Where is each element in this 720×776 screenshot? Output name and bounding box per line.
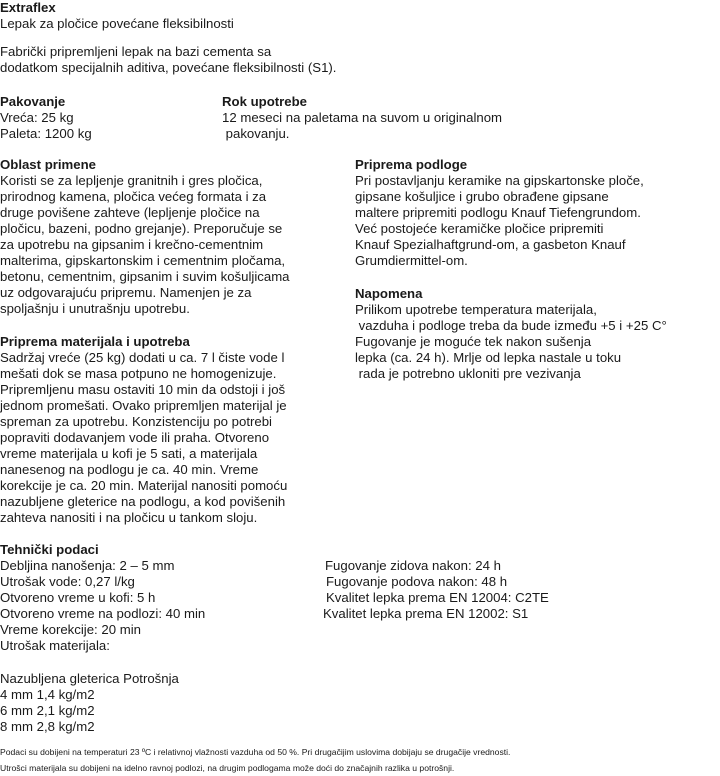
application-area-line: druge povišene zahteve (lepljenje pločice na xyxy=(0,205,260,220)
shelf-life-line: 12 meseci na paletama na suvom u originalnom xyxy=(222,110,503,125)
material-preparation-line: Pripremljenu masu ostaviti 10 min da odstoji i još xyxy=(0,382,286,397)
application-area-line: za upotrebu na gipsanim i krečno-cementnim xyxy=(0,237,264,252)
application-area-line: Koristi se za lepljenje granitnih i gres pločica, xyxy=(0,173,263,188)
material-preparation-title: Priprema materijala i upotreba xyxy=(0,334,190,349)
product-subtitle: Lepak za pločice povećane fleksibilnosti xyxy=(0,16,234,31)
technical-data-line: Debljina nanošenja: 2 – 5 mm xyxy=(0,558,175,573)
substrate-preparation-title: Priprema podloge xyxy=(355,157,468,172)
note-line: lepka (ca. 24 h). Mrlje od lepka nastale u toku xyxy=(355,350,622,365)
substrate-preparation-line: Knauf Spezialhaftgrund-om, a gasbeton Knauf xyxy=(355,237,626,252)
packaging-title: Pakovanje xyxy=(0,94,66,109)
technical-data-line: Vreme korekcije: 20 min xyxy=(0,622,141,637)
application-area-line: malterima, gipskartonskim i cementnim pločama, xyxy=(0,253,286,268)
application-area-title: Oblast primene xyxy=(0,157,97,172)
shelf-life-line: pakovanju. xyxy=(222,126,290,141)
substrate-preparation-line: Već postojeće keramičke pločice pripremiti xyxy=(355,221,604,236)
consumption-header: Nazubljena gleterica Potrošnja xyxy=(0,671,179,686)
intro-line: Fabrički pripremljeni lepak na bazi cementa sa xyxy=(0,44,272,59)
material-preparation-line: spreman za upotrebu. Konzistenciju po potrebi xyxy=(0,414,272,429)
application-area-section xyxy=(0,157,290,317)
material-preparation-line: korekcije je ca. 20 min. Materijal nanositi pomoću xyxy=(0,478,288,493)
note-line: Fugovanje je moguće tek nakon sušenja xyxy=(355,334,592,349)
note-section xyxy=(355,286,667,382)
material-preparation-section xyxy=(0,334,287,526)
technical-data-line: Fugovanje podova nakon: 48 h xyxy=(326,574,508,589)
note-line: Prilikom upotrebe temperatura materijala, xyxy=(355,302,597,317)
material-preparation-line: vreme materijala u kofi je 5 sati, a materijala xyxy=(0,446,258,461)
material-preparation-line: nazubljene gleterice na podlogu, a kod povišenih xyxy=(0,494,286,509)
consumption-row: 6 mm 2,1 kg/m2 xyxy=(0,703,95,718)
note-line: rada je potrebno ukloniti pre vezivanja xyxy=(355,366,581,381)
technical-data-line: Fugovanje zidova nakon: 24 h xyxy=(325,558,501,573)
material-preparation-line: popraviti dodavanjem vode ili praha. Otvoreno xyxy=(0,430,270,445)
consumption-row: 8 mm 2,8 kg/m2 xyxy=(0,719,95,734)
application-area-line: uz odgovarajuću pripremu. Namenjen je za xyxy=(0,285,252,300)
note-line: vazduha i podloge treba da bude između +5 i +25 C° xyxy=(355,318,667,333)
shelf-life-section xyxy=(222,94,502,142)
technical-data-line: Kvalitet lepka prema EN 12002: S1 xyxy=(323,606,529,621)
substrate-preparation-line: gipsane košuljice i grubo obrađene gipsane xyxy=(355,189,609,204)
product-name: Extraflex xyxy=(0,0,56,15)
intro-paragraph xyxy=(0,44,336,76)
technical-data-section xyxy=(0,542,205,654)
technical-data-line: Kvalitet lepka prema EN 12004: C2TE xyxy=(326,590,549,605)
technical-data-line: Utrošak materijala: xyxy=(0,638,110,653)
footnote-line: Podaci su dobijeni na temperaturi 23 ºC i relativnoj vlažnosti vazduha od 50 %. Pri drugačijim uslovima dobijaju se drugačije vrednosti. xyxy=(0,747,511,757)
substrate-preparation-line: maltere pripremiti podlogu Knauf Tiefengrundom. xyxy=(355,205,641,220)
application-area-line: spoljašnju i unutrašnju upotrebu. xyxy=(0,301,190,316)
application-area-line: betonu, cementnim, gipsanim i suvim košuljicama xyxy=(0,269,290,284)
substrate-preparation-line: Pri postavljanju keramike na gipskartonske ploče, xyxy=(355,173,644,188)
consumption-table xyxy=(0,671,179,735)
packaging-section xyxy=(0,94,92,142)
material-preparation-line: mešati dok se masa potpuno ne homogenizuje. xyxy=(0,366,277,381)
footnote-line: Utrošci materijala su dobijeni na idelno ravnoj podlozi, na drugim podlogama može doći do značajnih razlika u potrošnji. xyxy=(0,763,455,773)
material-preparation-line: Sadržaj vreće (25 kg) dodati u ca. 7 l čiste vode l xyxy=(0,350,285,365)
substrate-preparation-section xyxy=(355,157,644,269)
packaging-line: Paleta: 1200 kg xyxy=(0,126,92,141)
material-preparation-line: zahteva nanositi i na pločicu u tankom sloju. xyxy=(0,510,258,525)
technical-data-right-column xyxy=(325,558,549,622)
technical-data-line: Utrošak vode: 0,27 l/kg xyxy=(0,574,135,589)
material-preparation-line: jednom promešati. Ovako pripremljen materijal je xyxy=(0,398,287,413)
application-area-line: pločicu, bazeni, podno grejanje). Preporučuje se xyxy=(0,221,283,236)
application-area-line: prirodnog kamena, pločica većeg formata i za xyxy=(0,189,267,204)
technical-data-line: Otvoreno vreme u kofi: 5 h xyxy=(0,590,156,605)
intro-line: dodatkom specijalnih aditiva, povećane fleksibilnosti (S1). xyxy=(0,60,337,75)
footnotes xyxy=(0,744,510,776)
technical-data-line: Otvoreno vreme na podlozi: 40 min xyxy=(0,606,206,621)
packaging-line: Vreća: 25 kg xyxy=(0,110,74,125)
technical-data-title: Tehnički podaci xyxy=(0,542,99,557)
shelf-life-title: Rok upotrebe xyxy=(222,94,307,109)
material-preparation-line: nanesenog na podlogu je ca. 40 min. Vreme xyxy=(0,462,259,477)
note-title: Napomena xyxy=(355,286,423,301)
substrate-preparation-line: Grumdiermittel-om. xyxy=(355,253,468,268)
consumption-row: 4 mm 1,4 kg/m2 xyxy=(0,687,95,702)
product-header xyxy=(0,0,234,32)
